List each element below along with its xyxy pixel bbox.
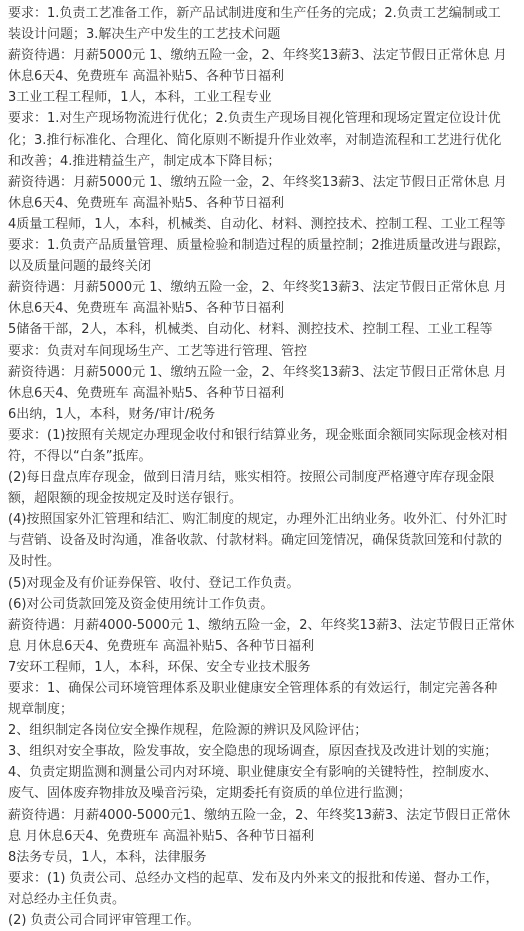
document-line: 3工业工程工程师，1人，本科，工业工程专业 bbox=[8, 90, 272, 106]
document-line: (4)按照国家外汇管理和结汇、购汇制度的规定，办理外汇出纳业务。收外汇、付外汇时 bbox=[8, 512, 508, 528]
document-line: 休息6天4、免费班车 高温补贴5、各种节日福利 bbox=[8, 69, 284, 85]
document-line: 要求：(1)按照有关规定办理现金收付和银行结算业务，现金账面余额同实际现金核对相 bbox=[8, 427, 508, 443]
document-line: 以及质量问题的最终关闭 bbox=[8, 259, 152, 275]
document-line: 薪资待遇：月薪4000-5000元 1、缴纳五险一金，2、年终奖13薪3、法定节假日正常休 bbox=[8, 617, 515, 633]
document-line: 休息6天4、免费班车 高温补贴5、各种节日福利 bbox=[8, 301, 284, 317]
document-line: 3、组织对安全事故，险发事故，安全隐患的现场调查，原因查找及改进计划的实施； bbox=[8, 744, 498, 760]
document-line: 要求：(1) 负责公司、总经办文档的起草、发布及内外来文的报批和传递、督办工作， bbox=[8, 870, 499, 886]
document-line: 废气、固体废弃物排放及噪音污染，定期委托有资质的单位进行监测； bbox=[8, 786, 412, 802]
document-line: 4、负责定期监测和测量公司内对环境、职业健康安全有影响的关键特性，控制废水、 bbox=[8, 765, 498, 781]
document-line: 薪资待遇：月薪5000元 1、缴纳五险一金，2、年终奖13薪3、法定节假日正常休息 月 bbox=[8, 48, 507, 64]
document-line: 及时性。 bbox=[8, 554, 61, 570]
document-line: 薪资待遇：月薪5000元 1、缴纳五险一金，2、年终奖13薪3、法定节假日正常休息 月 bbox=[8, 364, 507, 380]
document-line: 薪资待遇：月薪5000元 1、缴纳五险一金，2、年终奖13薪3、法定节假日正常休息 月 bbox=[8, 280, 507, 296]
document-line: 和改善；4.推进精益生产，制定成本下降目标； bbox=[8, 153, 281, 169]
document-line: (2) 负责公司合同评审管理工作。 bbox=[8, 913, 200, 929]
document-line: 薪资待遇：月薪4000-5000元1、缴纳五险一金，2、年终奖13薪3、法定节假日正常休 bbox=[8, 807, 511, 823]
document-line: (5)对现金及有价证券保管、收付、登记工作负责。 bbox=[8, 575, 300, 591]
document-line: 休息6天4、免费班车 高温补贴5、各种节日福利 bbox=[8, 195, 284, 211]
document-line: 7安环工程师，1人，本科，环保、安全专业技术服务 bbox=[8, 659, 311, 675]
document-line: 对总经办主任负责。 bbox=[8, 891, 126, 907]
document-line: 与营销、设备及时沟通，准备收款、付款材料。确定回笼情况，确保货款回笼和付款的 bbox=[8, 533, 503, 549]
document-line: 规章制度； bbox=[8, 702, 74, 718]
document-line: 额，超限额的现金按规定及时送存银行。 bbox=[8, 491, 243, 507]
document-line: 2、组织制定各岗位安全操作规程，危险源的辨识及风险评估； bbox=[8, 723, 368, 739]
document-line: 8法务专员，1人，本科，法律服务 bbox=[8, 849, 207, 865]
document-line: 符，不得以“白条”抵库。 bbox=[8, 448, 152, 464]
document-line: 装设计问题；3.解决生产中发生的工艺技术问题 bbox=[8, 27, 281, 43]
document-line: 要求：负责对车间现场生产、工艺等进行管理、管控 bbox=[8, 343, 308, 359]
document-line: 5储备干部，2人，本科，机械类、自动化、材料、测控技术、控制工程、工业工程等 bbox=[8, 322, 493, 338]
document-line: 4质量工程师，1人，本科，机械类、自动化、材料、测控技术、控制工程、工业工程等 bbox=[8, 216, 506, 232]
document-line: 休息6天4、免费班车 高温补贴5、各种节日福利 bbox=[8, 385, 284, 401]
document-line: 要求：1.对生产现场物流进行优化；2.负责生产现场目视化管理和现场定置定位设计优 bbox=[8, 111, 501, 127]
document-line: 要求：1.负责产品质量管理、质量检验和制造过程的质量控制；2推进质量改进与跟踪， bbox=[8, 238, 510, 254]
document-line: 薪资待遇：月薪5000元 1、缴纳五险一金，2、年终奖13薪3、法定节假日正常休息 月 bbox=[8, 174, 507, 190]
document-line: 要求：1、确保公司环境管理体系及职业健康安全管理体系的有效运行，制定完善各种 bbox=[8, 681, 498, 696]
document-line: 6出纳，1人，本科，财务/审计/税务 bbox=[8, 406, 216, 422]
document-line: (6)对公司货款回笼及资金使用统计工作负责。 bbox=[8, 596, 274, 612]
document-line: 化；3.推行标准化、合理化、简化原则不断提升作业效率，对制造流程和工艺进行优化 bbox=[8, 132, 502, 148]
document-line: 要求：1.负责工艺准备工作，新产品试制进度和生产任务的完成；2.负责工艺编制或工 bbox=[8, 6, 501, 21]
document-line: (2)每日盘点库存现金，做到日清月结，账实相符。按照公司制度严格遵守库存现金限 bbox=[8, 470, 495, 486]
document-line: 息 月休息6天4、免费班车 高温补贴5、各种节日福利 bbox=[8, 638, 315, 654]
document-line: 息 月休息6天4、免费班车 高温补贴5、各种节日福利 bbox=[8, 828, 315, 844]
